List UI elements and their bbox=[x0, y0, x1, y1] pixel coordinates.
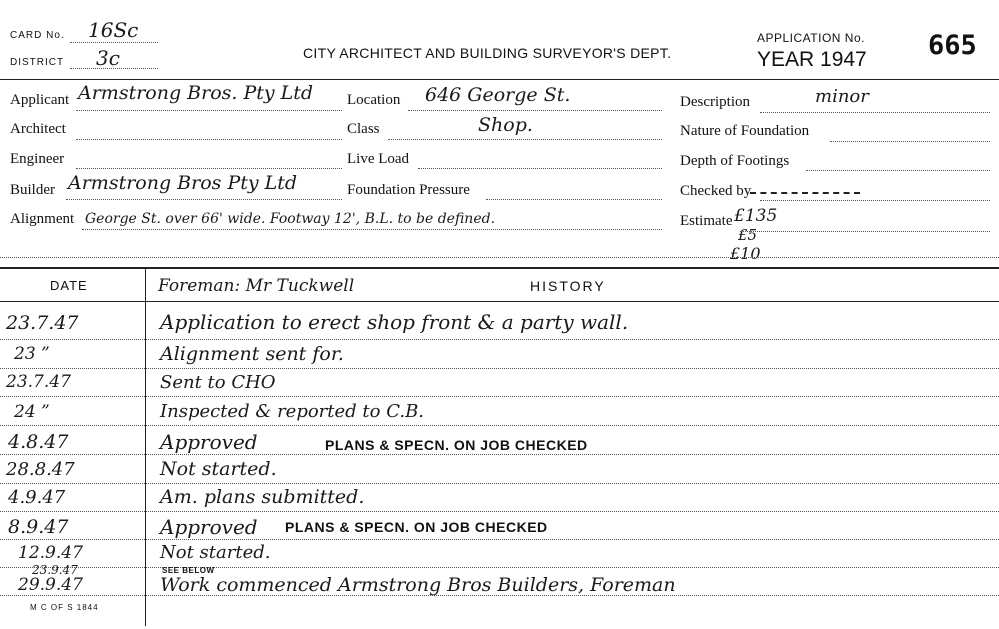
row-rule bbox=[0, 396, 999, 397]
history-row-text: Not started. bbox=[160, 458, 277, 480]
form-code: M C OF S 1844 bbox=[30, 603, 99, 612]
location-rule bbox=[408, 110, 662, 111]
foreman-note: Foreman: Mr Tuckwell bbox=[158, 276, 355, 296]
history-row-text: Not started. bbox=[160, 542, 271, 563]
approval-stamp: PLANS & SPECN. ON JOB CHECKED bbox=[285, 519, 548, 535]
district-value: 3c bbox=[96, 46, 120, 70]
date-header: DATE bbox=[50, 278, 88, 293]
builder-value: Armstrong Bros Pty Ltd bbox=[68, 172, 298, 194]
history-row-date: 4.8.47 bbox=[8, 431, 69, 453]
approval-stamp: PLANS & SPECN. ON JOB CHECKED bbox=[325, 437, 588, 453]
alignment-label: Alignment bbox=[10, 211, 75, 227]
class-rule bbox=[388, 139, 662, 140]
dept-title: CITY ARCHITECT AND BUILDING SURVEYOR'S DEPT. bbox=[303, 45, 672, 61]
estimate-label: Estimate bbox=[680, 213, 733, 229]
card-no-label: CARD No. bbox=[10, 30, 65, 41]
class-label: Class bbox=[347, 121, 380, 137]
history-row-text: Sent to CHO bbox=[160, 372, 276, 393]
alignment-value: George St. over 66' wide. Footway 12', B.L. to be defined. bbox=[85, 211, 496, 227]
history-row-date: 12.9.47 bbox=[18, 543, 83, 563]
history-row-date-secondary: 23.9.47 bbox=[32, 563, 78, 577]
history-top-border bbox=[0, 267, 999, 269]
card-no-rule bbox=[70, 42, 158, 43]
history-row-date: 8.9.47 bbox=[8, 516, 69, 538]
alignment-rule bbox=[82, 229, 662, 230]
live-load-label: Live Load bbox=[347, 151, 410, 167]
engineer-rule bbox=[76, 168, 342, 169]
nature-of-foundation-label: Nature of Foundation bbox=[680, 123, 810, 139]
history-row-text: Work commenced Armstrong Bros Builders, Foreman bbox=[160, 574, 676, 596]
history-row-date: 23 ” bbox=[14, 344, 50, 364]
row-rule bbox=[0, 339, 999, 340]
history-row-text: Approved bbox=[160, 430, 258, 454]
application-number: 665 bbox=[928, 30, 977, 61]
history-row-date: 24 ” bbox=[14, 402, 50, 422]
estimate-value-1: £135 bbox=[734, 206, 778, 226]
history-row-text: Inspected & reported to C.B. bbox=[160, 401, 425, 422]
date-column-divider bbox=[145, 268, 146, 626]
live-load-rule bbox=[418, 168, 662, 169]
row-rule bbox=[0, 425, 999, 426]
card-no-value: 16Sc bbox=[88, 18, 139, 42]
description-rule bbox=[760, 112, 990, 113]
class-value: Shop. bbox=[478, 114, 533, 136]
history-row-text: Approved bbox=[160, 515, 258, 539]
checked-by-rule bbox=[760, 200, 990, 201]
foundation-pressure-rule bbox=[486, 199, 662, 200]
row-rule bbox=[0, 539, 999, 540]
see-below-stamp: SEE BELOW bbox=[162, 566, 215, 575]
estimate-value-2: £5 bbox=[738, 226, 758, 244]
builder-rule bbox=[66, 199, 342, 200]
history-row-date: 29.9.47 bbox=[18, 575, 83, 595]
engineer-label: Engineer bbox=[10, 151, 65, 167]
history-row-date: 28.8.47 bbox=[6, 459, 75, 480]
row-rule bbox=[0, 454, 999, 455]
row-rule bbox=[0, 567, 999, 568]
history-row-date: 23.7.47 bbox=[6, 372, 71, 392]
description-label: Description bbox=[680, 94, 750, 110]
depth-of-footings-rule bbox=[806, 170, 990, 171]
applicant-rule bbox=[76, 110, 342, 111]
history-row-text: Application to erect shop front & a party wall. bbox=[160, 310, 629, 334]
architect-rule bbox=[76, 139, 342, 140]
application-no-label: APPLICATION No. bbox=[757, 31, 865, 45]
history-row-text: Am. plans submitted. bbox=[160, 486, 365, 508]
description-value: minor bbox=[815, 86, 869, 107]
location-label: Location bbox=[347, 92, 401, 108]
history-header-rule bbox=[0, 301, 999, 302]
foundation-pressure-label: Foundation Pressure bbox=[347, 182, 470, 198]
district-rule bbox=[70, 68, 158, 69]
nature-of-foundation-rule bbox=[830, 141, 990, 142]
row-rule bbox=[0, 368, 999, 369]
history-header: HISTORY bbox=[530, 278, 606, 294]
district-label: DISTRICT bbox=[10, 57, 65, 68]
location-value: 646 George St. bbox=[425, 84, 571, 106]
header-divider bbox=[0, 79, 999, 80]
builder-label: Builder bbox=[10, 182, 55, 198]
estimate-rule bbox=[740, 231, 990, 232]
applicant-label: Applicant bbox=[10, 92, 70, 108]
fields-bottom-rule bbox=[0, 257, 999, 258]
checked-by-label: Checked by bbox=[680, 183, 752, 199]
history-row-text: Alignment sent for. bbox=[160, 343, 344, 365]
year-label: YEAR 1947 bbox=[757, 48, 867, 71]
estimate-value-3: £10 bbox=[730, 244, 761, 263]
applicant-value: Armstrong Bros. Pty Ltd bbox=[78, 82, 314, 104]
history-row-date: 23.7.47 bbox=[6, 312, 79, 334]
row-rule bbox=[0, 511, 999, 512]
history-row-date: 4.9.47 bbox=[8, 487, 66, 508]
checked-by-strike bbox=[750, 192, 860, 194]
row-rule bbox=[0, 483, 999, 484]
architect-label: Architect bbox=[10, 121, 66, 137]
depth-of-footings-label: Depth of Footings bbox=[680, 153, 790, 169]
